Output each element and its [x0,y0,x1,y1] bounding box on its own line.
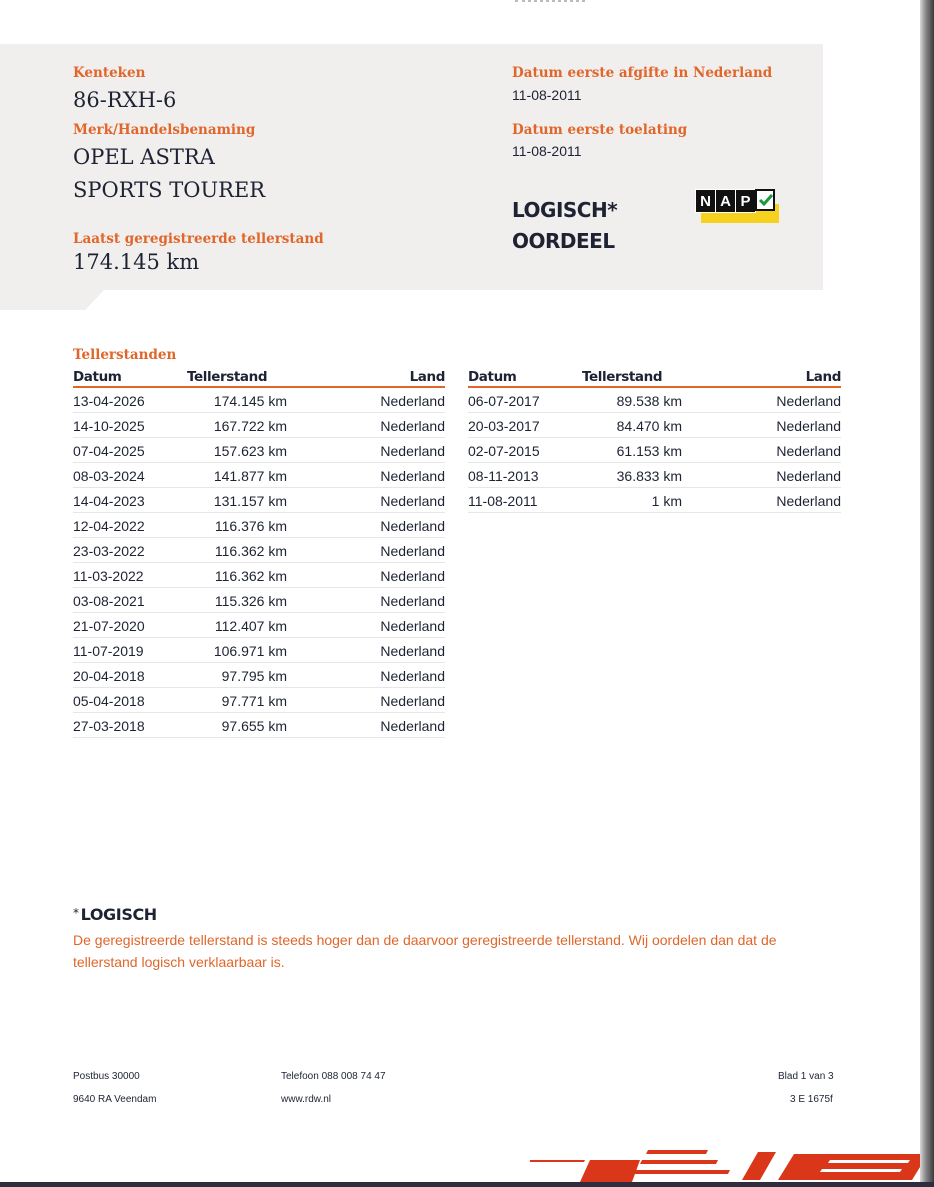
table-row [73,412,445,437]
column-header-datum: Datum [468,366,582,387]
table-row [468,462,841,487]
cell-tellerstand: 106.971 km [187,637,287,662]
bottom-edge [0,1182,934,1187]
cell-tellerstand: 97.795 km [187,662,287,687]
table-row [73,462,445,487]
nap-letter-p: P [735,189,756,213]
page-edge-shadow [920,0,934,1187]
cell-land: Nederland [287,462,445,487]
cell-tellerstand: 84.470 km [582,412,682,437]
merk-label: Merk/Handelsbenaming [73,122,256,138]
cell-datum: 11-08-2011 [468,487,582,512]
cell-datum: 14-10-2025 [73,412,187,437]
cell-land: Nederland [682,487,841,512]
cell-land: Nederland [287,437,445,462]
cell-land: Nederland [287,612,445,637]
verdict [512,195,617,257]
cell-datum: 03-08-2021 [73,587,187,612]
cell-tellerstand: 157.623 km [187,437,287,462]
cell-land: Nederland [287,487,445,512]
cell-tellerstand: 141.877 km [187,462,287,487]
column-header-datum: Datum [73,366,187,387]
tellerstand-label: Laatst geregistreerde tellerstand [73,231,324,247]
cell-tellerstand: 115.326 km [187,587,287,612]
cell-datum: 13-04-2026 [73,387,187,412]
rdw-stripes-logo [530,1146,930,1182]
cell-datum: 08-03-2024 [73,462,187,487]
cell-land: Nederland [287,387,445,412]
toelating-date: 11-08-2011 [512,143,582,159]
cell-datum: 02-07-2015 [468,437,582,462]
cell-land: Nederland [287,562,445,587]
footer-page-number: Blad 1 van 3 [778,1071,834,1082]
cell-datum: 08-11-2013 [468,462,582,487]
footnote-star: * [73,906,79,920]
cell-datum: 27-03-2018 [73,712,187,737]
column-header-tellerstand: Tellerstand [187,366,287,387]
cell-datum: 11-03-2022 [73,562,187,587]
table-row [73,612,445,637]
cell-tellerstand: 167.722 km [187,412,287,437]
footer-postbus: Postbus 30000 [73,1071,140,1082]
column-header-land: Land [287,366,445,387]
cell-tellerstand: 1 km [582,487,682,512]
cell-tellerstand: 61.153 km [582,437,682,462]
cell-land: Nederland [287,712,445,737]
cell-tellerstand: 131.157 km [187,487,287,512]
cropped-top-text [515,0,585,2]
cell-datum: 06-07-2017 [468,387,582,412]
cell-datum: 20-03-2017 [468,412,582,437]
cell-tellerstand: 97.655 km [187,712,287,737]
table-header-row [73,366,445,387]
footnote-title-text: LOGISCH [80,905,157,924]
afgifte-label: Datum eerste afgifte in Nederland [512,65,773,81]
cell-datum: 05-04-2018 [73,687,187,712]
table-row [73,712,445,737]
nap-letter-a: A [715,189,736,213]
panel-notch [0,290,104,310]
table-row [468,412,841,437]
merk-line-2: SPORTS TOURER [73,178,266,202]
table-row [73,562,445,587]
cell-land: Nederland [682,412,841,437]
kenteken-label: Kenteken [73,65,146,81]
cell-tellerstand: 116.362 km [187,562,287,587]
table-row [73,437,445,462]
table-row [73,387,445,412]
cell-datum: 23-03-2022 [73,537,187,562]
cell-tellerstand: 116.376 km [187,512,287,537]
footer-document-code: 3 E 1675f [790,1094,833,1105]
cell-tellerstand: 36.833 km [582,462,682,487]
verdict-line-1: LOGISCH* [512,198,618,222]
cell-land: Nederland [287,662,445,687]
column-header-land: Land [682,366,841,387]
cell-datum: 11-07-2019 [73,637,187,662]
table-row [73,487,445,512]
cell-datum: 20-04-2018 [73,662,187,687]
cell-tellerstand: 116.362 km [187,537,287,562]
footer-plaats: 9640 RA Veendam [73,1094,157,1105]
footer-website[interactable]: www.rdw.nl [281,1094,332,1105]
odometer-table-left [73,366,445,738]
table-row [468,437,841,462]
cell-tellerstand: 97.771 km [187,687,287,712]
cell-land: Nederland [287,687,445,712]
column-header-tellerstand: Tellerstand [582,366,682,387]
cell-datum: 07-04-2025 [73,437,187,462]
kenteken-value: 86-RXH-6 [73,88,177,112]
cell-land: Nederland [287,587,445,612]
cell-tellerstand: 112.407 km [187,612,287,637]
odometer-table-right [468,366,841,513]
cell-land: Nederland [682,437,841,462]
table-row [73,512,445,537]
cell-land: Nederland [287,512,445,537]
cell-tellerstand: 174.145 km [187,387,287,412]
tellerstand-value: 174.145 km [73,250,200,274]
cell-land: Nederland [287,637,445,662]
table-row [73,687,445,712]
tellerstanden-title: Tellerstanden [73,347,177,363]
merk-line-1: OPEL ASTRA [73,145,215,169]
cell-datum: 14-04-2023 [73,487,187,512]
footnote-text: De geregistreerde tellerstand is steeds hoger dan de daarvoor geregistreerde tellerstand. Wij oordelen dan dat de tellerstand logisch verklaarbaar is. [73,932,777,970]
nap-letter-n: N [695,189,716,213]
table-row [468,487,841,512]
checkmark-icon [755,189,775,211]
afgifte-date: 11-08-2011 [512,87,582,103]
verdict-line-2: OORDEEL [512,229,615,253]
footer-telefoon: Telefoon 088 008 74 47 [281,1071,386,1082]
table-row [73,587,445,612]
cell-land: Nederland [287,537,445,562]
nap-logo [695,189,779,223]
table-header-row [468,366,841,387]
cell-datum: 12-04-2022 [73,512,187,537]
toelating-label: Datum eerste toelating [512,122,688,138]
cell-datum: 21-07-2020 [73,612,187,637]
cell-land: Nederland [682,387,841,412]
table-row [73,537,445,562]
cell-land: Nederland [682,462,841,487]
table-row [73,662,445,687]
table-row [468,387,841,412]
cell-tellerstand: 89.538 km [582,387,682,412]
cell-land: Nederland [287,412,445,437]
footnote-title [73,905,157,924]
table-row [73,637,445,662]
